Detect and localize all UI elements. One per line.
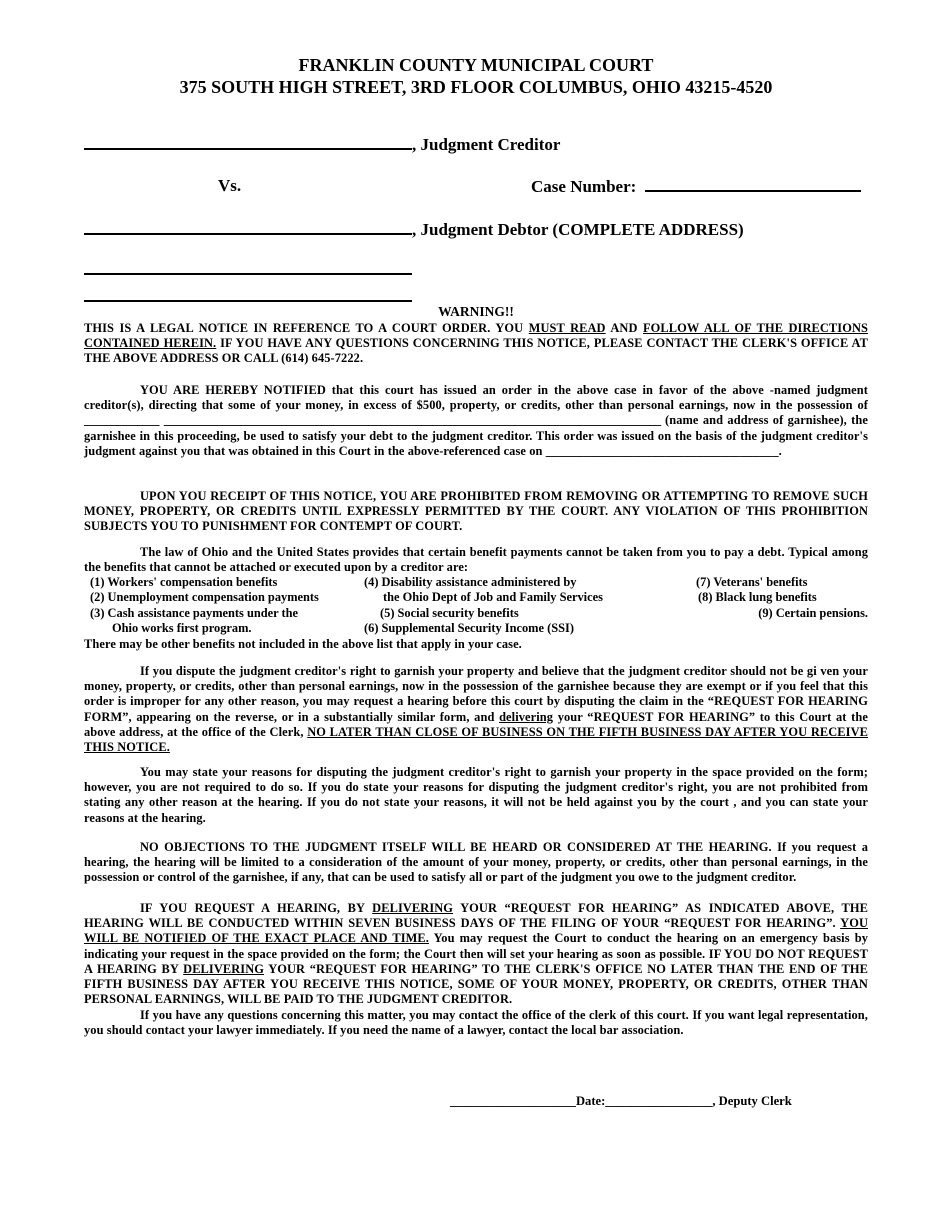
debtor-address-blank-1[interactable] [84, 259, 412, 275]
benefit-4a: (4) Disability assistance administered by [364, 575, 577, 589]
hearing-text-3: You may request the Court to conduct the hearing on an emergency basis by indicating your request in the space provided on the form; the Court then will set your hearing as soon as possible. IF YOU DO NOT REQUEST A HEARING BY [84, 931, 868, 976]
case-number-blank[interactable] [645, 176, 861, 192]
objections-lead: NO OBJECTIONS TO THE JUDGMENT ITSELF WILL BE HEARD OR CONSIDERED AT THE HEARING. [140, 840, 772, 854]
vs-label: Vs. [218, 176, 242, 195]
hearing-text-1: IF YOU REQUEST A HEARING, BY [140, 901, 365, 915]
follow-directions: FOLLOW ALL OF THE DIRECTIONS CONTAINED HEREIN. [84, 321, 868, 351]
dispute-deadline: NO LATER THAN CLOSE OF BUSINESS ON THE FIFTH BUSINESS DAY AFTER YOU RECEIVE THIS NOTICE. [84, 724, 868, 755]
benefit-8: (8) Black lung benefits [698, 590, 817, 604]
debtor-address-line-1 [84, 259, 412, 280]
creditor-label: , Judgment Creditor [412, 135, 561, 154]
case-number-line [531, 176, 861, 197]
objections-text: If you request a hearing, the hearing will be limited to a consideration of the amount of your money, property, or credits, other than personal earnings, in the possession or control of the garnishee, if any, that can be used to satisfy all or part of the judgment you owe to the judgment creditor. [84, 840, 868, 885]
benefit-5: (5) Social security benefits [380, 606, 519, 620]
benefit-2: (2) Unemployment compensation payments [90, 590, 319, 604]
notice-text-2: (name and address of garnishee), the garnishee in this proceeding, be used to satisfy your debt to the judgment creditor. This order was issued on the basis of the judgment creditor's judgment against you that was obtained in this Court in the above-referenced case on [84, 413, 868, 458]
notice-lead: YOU ARE HEREBY NOTIFIED [140, 383, 326, 397]
benefit-1: (1) Workers' compensation benefits [90, 575, 278, 589]
benefit-3b: Ohio works first program. [112, 621, 252, 635]
benefit-4b: the Ohio Dept of Job and Family Services [383, 590, 603, 604]
debtor-address-blank-2[interactable] [84, 286, 412, 302]
debtor-label: , Judgment Debtor (COMPLETE ADDRESS) [412, 220, 744, 239]
benefit-6: (6) Supplemental Security Income (SSI) [364, 621, 574, 635]
notice-paragraph [84, 383, 868, 459]
creditor-blank[interactable] [84, 134, 412, 150]
questions-paragraph: If you have any questions concerning this matter, you may contact the office of the clerk of this court. If you want legal representation, you should contact your lawyer immediately. If you need the name of a lawyer, contact the local bar association. [84, 1008, 868, 1038]
debtor-blank[interactable] [84, 219, 412, 235]
hearing-text-2: YOUR “REQUEST FOR HEARING” AS INDICATED ABOVE, THE HEARING WILL BE CONDUCTED WITHIN SEVEN BUSINESS DAYS OF THE FILING OF YOUR “REQUEST FOR HEARING”. [84, 901, 868, 931]
benefits-intro: The law of Ohio and the United States provides that certain benefit payments cannot be taken from you to pay a debt. Typical among the benefits that cannot be attached or executed upon by a creditor are: [84, 545, 868, 575]
deputy-clerk-signature-line: ____________________Date:_________________, Deputy Clerk [450, 1094, 792, 1108]
hearing-delivering-1: DELIVERING [372, 901, 454, 915]
case-number-label: Case Number: [531, 177, 637, 196]
court-address: 375 SOUTH HIGH STREET, 3RD FLOOR COLUMBUS, OHIO 43215-4520 [179, 77, 773, 97]
judgment-date-blank: _____________________________________. [545, 443, 782, 458]
hearing-delivering-2: DELIVERING [183, 961, 265, 976]
hearing-notified: YOU WILL BE NOTIFIED OF THE EXACT PLACE AND TIME. [84, 916, 868, 946]
warning-and: AND [610, 321, 638, 335]
benefits-outro: There may be other benefits not included in the above list that apply in your case. [84, 637, 522, 651]
hearing-text-4: YOUR “REQUEST FOR HEARING” TO THE CLERK'S OFFICE NO LATER THAN THE END OF THE FIFTH BUSINESS DAY AFTER YOU RECEIVE THIS NOTICE, SOME OF YOUR MONEY, PROPERTY, OR CREDITS, OTHER THAN PERSONAL EARNINGS, WILL BE PAID TO THE JUDGMENT CREDITOR. [84, 961, 868, 1007]
hearing-paragraph [84, 901, 868, 1007]
garnishee-blank-2: _____________________________________________________________________________________ [163, 413, 661, 428]
benefit-7: (7) Veterans' benefits [696, 575, 808, 589]
warning-title: WARNING!! [438, 304, 514, 319]
court-name: FRANKLIN COUNTY MUNICIPAL COURT [298, 55, 654, 75]
garnishee-blank-1: ____________ [84, 413, 160, 428]
warning-text: THIS IS A LEGAL NOTICE IN REFERENCE TO A COURT ORDER. YOU [84, 321, 524, 335]
judgment-creditor-line [84, 134, 560, 155]
must-read: MUST READ [528, 321, 606, 335]
objections-paragraph [84, 840, 868, 886]
warning-contact: IF YOU HAVE ANY QUESTIONS CONCERNING THIS NOTICE, PLEASE CONTACT THE CLERK'S OFFICE AT THE ABOVE ADDRESS OR CALL (614) 645-7222. [84, 336, 868, 366]
dispute-text-2: your “REQUEST FOR HEARING” to this Court at the above address, at the office of the Clerk, [84, 709, 868, 739]
dispute-paragraph [84, 664, 868, 755]
judgment-debtor-line [84, 219, 744, 240]
dispute-delivering: delivering [499, 709, 554, 724]
prohibition-paragraph: UPON YOU RECEIPT OF THIS NOTICE, YOU ARE PROHIBITED FROM REMOVING OR ATTEMPTING TO REMOVE SUCH MONEY, PROPERTY, OR CREDITS UNTIL EXPRESSLY PERMITTED BY THE COURT. ANY VIOLATION OF THIS PROHIBITION SUBJECTS YOU TO PUNISHMENT FOR CONTEMPT OF COURT. [84, 489, 868, 534]
notice-text-1: that this court has issued an order in the above case in favor of the above -named judgment creditor(s), directing that some of your money, in excess of $500, property, or credits, other than personal earnings, now in the possession of [84, 383, 868, 413]
reasons-paragraph: You may state your reasons for disputing the judgment creditor's right to garnish your property in the space provided on the form; however, you are not required to do so. If you do state your reasons for disputing the judgment creditor's right, you are not prohibited from stating any other reason at the hearing. If you do not state your reasons, it will not be held against you by the court , and you can state your reasons at the hearing. [84, 765, 868, 825]
benefit-3a: (3) Cash assistance payments under the [90, 606, 299, 620]
warning-paragraph [84, 321, 868, 367]
dispute-text-1: If you dispute the judgment creditor's right to garnish your property and believe that the judgment creditor should not be gi ven your money, property, or credits, other than personal earnings, now in the possession of the garnishee because they are exempt or if you feel that this order is improper for any other reason, you may request a hearing before this court by disputing the claim in the “REQUEST FOR HEARING FORM”, appearing on the reverse, or in a substantially similar form, and [84, 664, 868, 724]
benefit-9: (9) Certain pensions. [758, 606, 868, 620]
